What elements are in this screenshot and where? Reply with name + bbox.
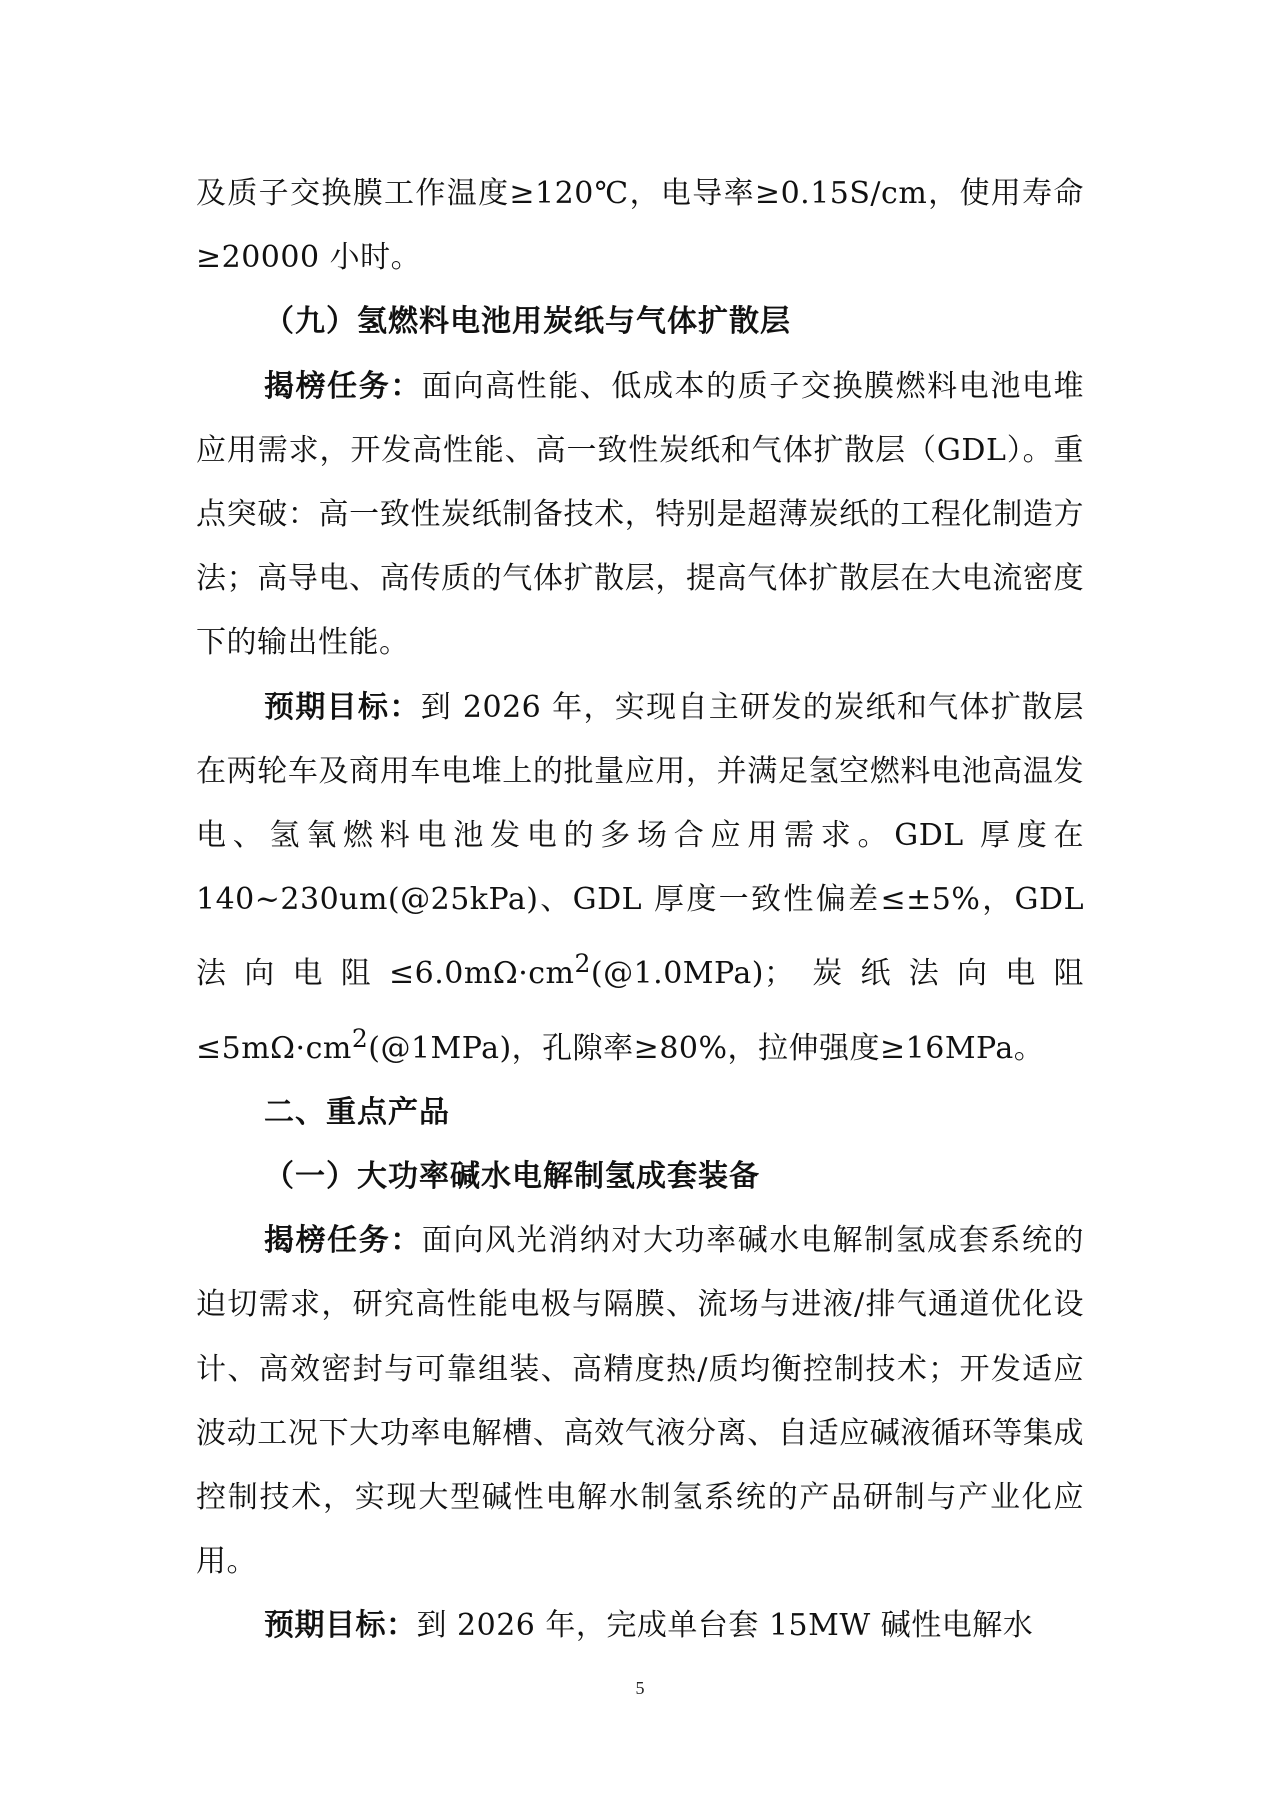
page-number: 5 [635,1678,645,1698]
paragraph-goal-1 [196,676,1084,1081]
task-label: 揭榜任务： [264,368,422,404]
superscript-a: 2 [574,949,591,979]
goal-text: 到 2026 年，完成单台套 15MW 碱性电解水 [416,1608,1034,1644]
goal-label: 预期目标： [264,689,421,725]
paragraph-goal-2 [196,1594,1084,1658]
section-heading-nine: （九）氢燃料电池用炭纸与气体扩散层 [264,304,791,340]
goal-text-a: 到 2026 年，实现自主研发的炭纸和气体扩散层在两轮车及商用车电堆上的批量应用，并满足氢空燃料电池高温发电、氢氧燃料电池发电的多场合应用需求。GDL 厚度在 140~230um(@25kPa)、GDL 厚度一致性偏差≤±5%，GDL 法向电阻≤6.0mΩ·cm [196,689,1085,992]
task-label: 揭榜任务： [264,1223,422,1259]
section-heading-two: 二、重点产品 [264,1094,450,1130]
subsection-heading-one: （一）大功率碱水电解制氢成套装备 [264,1159,760,1195]
task-text: 面向风光消纳对大功率碱水电解制氢成套系统的迫切需求，研究高性能电极与隔膜、流场与进液/排气通道优化设计、高效密封与可靠组装、高精度热/质均衡控制技术；开发适应波动工况下大功率电解槽、高效气液分离、自适应碱液循环等集成控制技术，实现大型碱性电解水制氢系统的产品研制与产业化应用。 [196,1223,1085,1580]
goal-label: 预期目标： [264,1608,417,1644]
paragraph-task-1 [196,355,1084,676]
superscript-b: 2 [351,1023,369,1053]
page-body [196,162,1084,1659]
paragraph-continued: 及质子交换膜工作温度≥120℃，电导率≥0.15S/cm，使用寿命≥20000 小时。 [196,176,1084,276]
goal-text-b: (@1.0MPa)；炭纸法向电阻≤5mΩ·cm [196,956,1084,1066]
paragraph-task-2 [196,1209,1084,1594]
goal-text-c: (@1MPa)，孔隙率≥80%，拉伸强度≥16MPa。 [368,1030,1045,1066]
task-text: 面向高性能、低成本的质子交换膜燃料电池电堆应用需求，开发高性能、高一致性炭纸和气体扩散层（GDL）。重点突破：高一致性炭纸制备技术，特别是超薄炭纸的工程化制造方法；高导电、高传质的气体扩散层，提高气体扩散层在大电流密度下的输出性能。 [196,368,1085,661]
